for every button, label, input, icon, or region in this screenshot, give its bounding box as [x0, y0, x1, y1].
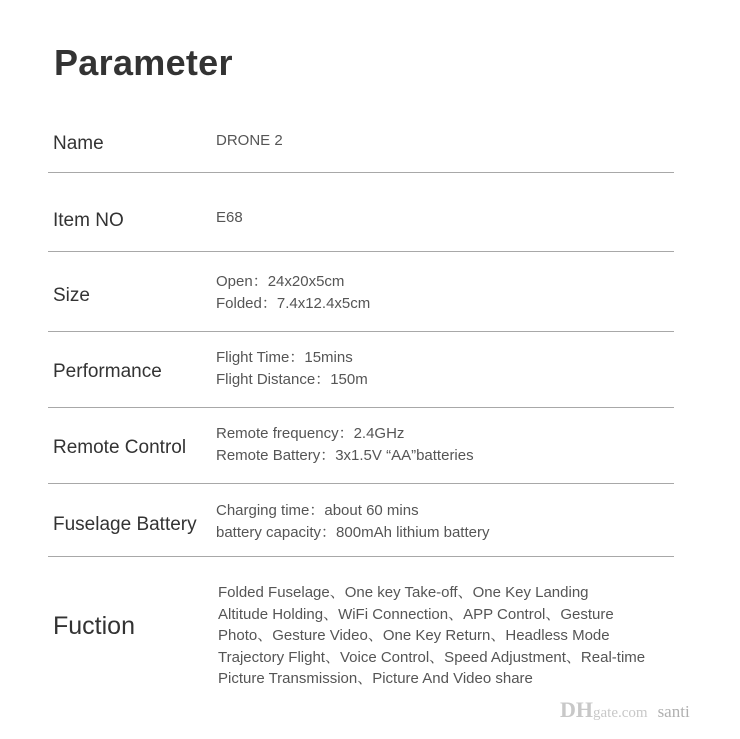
- param-value-line: Open：24x20x5cm: [216, 273, 345, 290]
- param-label: Performance: [53, 361, 162, 382]
- param-value: [216, 271, 370, 315]
- param-value-line: battery capacity：800mAh lithium battery: [216, 524, 490, 541]
- row-divider: [48, 483, 674, 484]
- param-value-line: DRONE 2: [216, 132, 283, 149]
- param-label: Fuselage Battery: [53, 514, 197, 535]
- param-label: Remote Control: [53, 437, 187, 458]
- param-value-line: Remote Battery：3x1.5V “AA”batteries: [216, 447, 474, 464]
- param-value: [216, 500, 489, 544]
- param-value-line: Altitude Holding、WiFi Connection、APP Control、Gesture: [218, 605, 614, 623]
- param-value-line: Folded Fuselage、One key Take-off、One Key Landing: [218, 584, 589, 601]
- watermark: [560, 697, 690, 723]
- param-value-line: E68: [216, 209, 243, 226]
- param-label: Name: [53, 133, 104, 154]
- param-label: Fuction: [53, 612, 135, 640]
- param-value-line: Trajectory Flight、Voice Control、Speed Adjustment、Real-time: [218, 648, 646, 666]
- param-value-line: Charging time：about 60 mins: [216, 502, 419, 519]
- param-value: [216, 207, 243, 229]
- param-value: [216, 130, 283, 152]
- page-title: Parameter: [54, 42, 233, 83]
- param-value-line: Flight Time：15mins: [216, 349, 353, 366]
- param-value-line: Remote frequency：2.4GHz: [216, 425, 405, 442]
- param-label: Size: [53, 285, 90, 306]
- param-label: Item NO: [53, 210, 124, 231]
- watermark-brand-dh: DH: [560, 697, 593, 722]
- row-divider: [48, 331, 674, 332]
- param-value: [218, 582, 645, 690]
- param-value-line: Picture Transmission、Picture And Video share: [218, 670, 533, 688]
- row-divider: [48, 556, 674, 557]
- row-divider: [48, 251, 674, 252]
- row-divider: [48, 172, 674, 173]
- param-value: [216, 347, 368, 391]
- param-value-line: Photo、Gesture Video、One Key Return、Headless Mode: [218, 627, 610, 645]
- watermark-brand-gate: gate.com: [593, 705, 648, 721]
- param-value-line: Flight Distance：150m: [216, 371, 368, 388]
- param-value-line: Folded：7.4x12.4x5cm: [216, 295, 371, 312]
- watermark-user: santi: [657, 702, 690, 721]
- param-value: [216, 423, 474, 467]
- row-divider: [48, 407, 674, 408]
